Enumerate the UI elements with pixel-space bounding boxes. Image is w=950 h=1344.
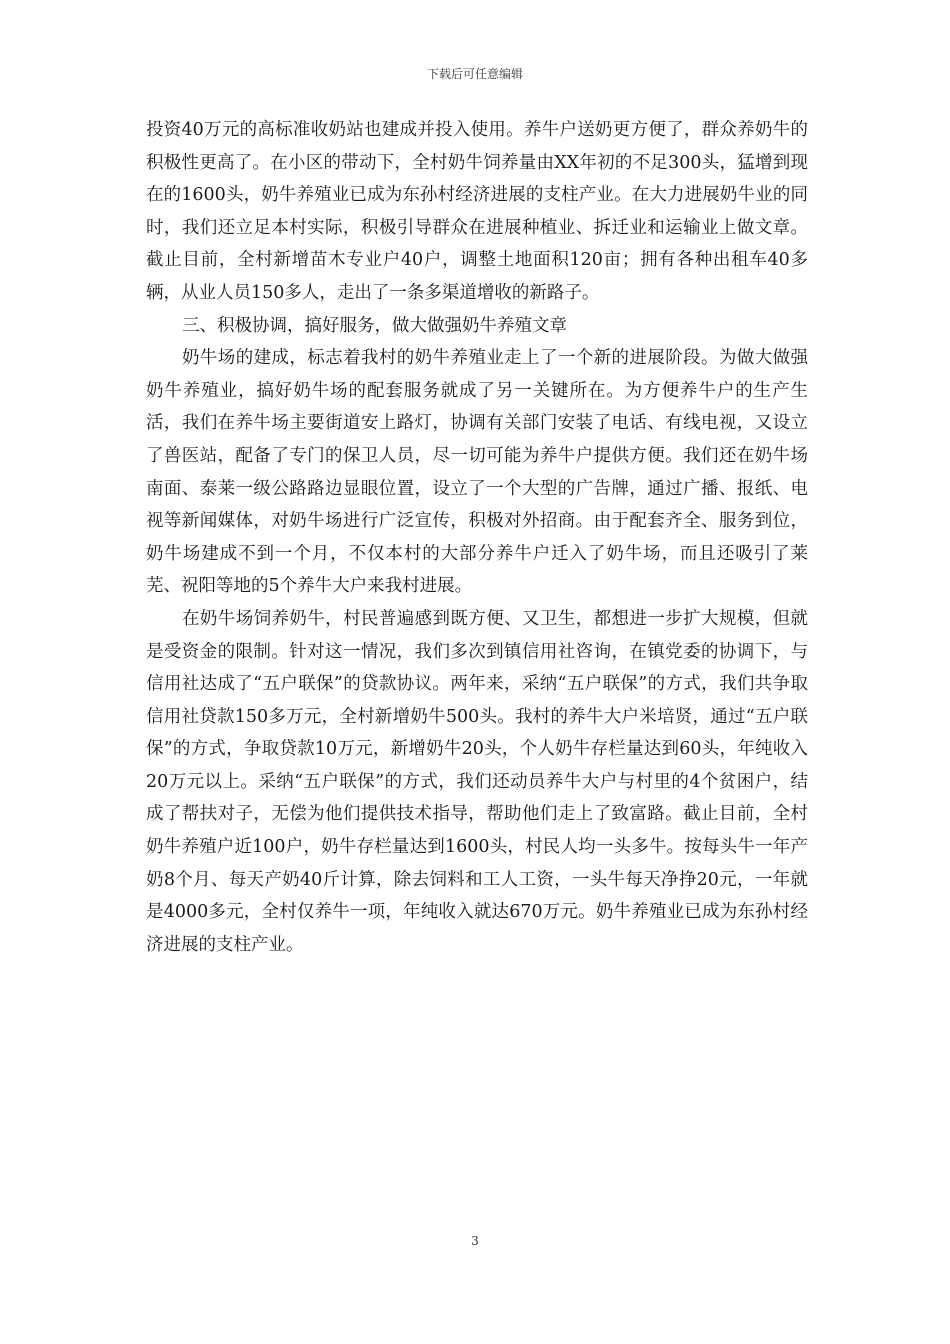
section-heading: 三、积极协调，搞好服务，做大做强奶牛养殖文章	[182, 315, 567, 336]
page-header: 下载后可任意编辑	[426, 67, 523, 81]
paragraph-2: 奶牛场的建成，标志着我村的奶牛养殖业走上了一个新的进展阶段。为做大做强奶牛养殖业，搞好奶牛场的配套服务就成了另一关键所在。为方便养牛户的生产生活，我们在养牛场主要街道安上路灯，协调有关部门安装了电话、有线电视，又设立了兽医站，配备了专门的保卫人员，尽一切可能为养牛户提供方便。我们还在奶牛场南面、泰莱一级公路路边显眼位置，设立了一个大型的广告牌，通过广播、报纸、电视等新闻媒体，对奶牛场进行广泛宣传，积极对外招商。由于配套齐全、服务到位，奶牛场建成不到一个月，不仅本村的大部分养牛户迁入了奶牛场，而且还吸引了莱芜、祝阳等地的5个养牛大户来我村进展。	[146, 348, 808, 597]
document-body	[146, 114, 808, 961]
page-number: 3	[471, 1234, 479, 1248]
paragraph-3: 在奶牛场饲养奶牛，村民普遍感到既方便、又卫生，都想进一步扩大规模，但就是受资金的限制。针对这一情况，我们多次到镇信用社咨询，在镇党委的协调下，与信用社达成了“五户联保”的贷款协议。两年来，采纳“五户联保”的方式，我们共争取信用社贷款150多万元，全村新增奶牛500头。我村的养牛大户米培贤，通过“五户联保”的方式，争取贷款10万元，新增奶牛20头，个人奶牛存栏量达到60头，年纯收入20万元以上。采纳“五户联保”的方式，我们还动员养牛大户与村里的4个贫困户，结成了帮扶对子，无偿为他们提供技术指导，帮助他们走上了致富路。截止目前，全村奶牛养殖户近100户，奶牛存栏量达到1600头，村民人均一头多牛。按每头牛一年产奶8个月、每天产奶40斤计算，除去饲料和工人工资，一头牛每天净挣20元，一年就是4000多元，全村仅养牛一项，年纯收入就达670万元。奶牛养殖业已成为东孙村经济进展的支柱产业。	[146, 608, 808, 955]
paragraph-1: 投资40万元的高标准收奶站也建成并投入使用。养牛户送奶更方便了，群众养奶牛的积极性更高了。在小区的带动下，全村奶牛饲养量由XX年初的不足300头，猛增到现在的1600头，奶牛养殖业已成为东孙村经济进展的支柱产业。在大力进展奶牛业的同时，我们还立足本村实际，积极引导群众在进展种植业、拆迁业和运输业上做文章。截止目前，全村新增苗木专业户40户，调整土地面积120亩；拥有各种出租车40多辆，从业人员150多人，走出了一条多渠道增收的新路子。	[146, 120, 808, 303]
